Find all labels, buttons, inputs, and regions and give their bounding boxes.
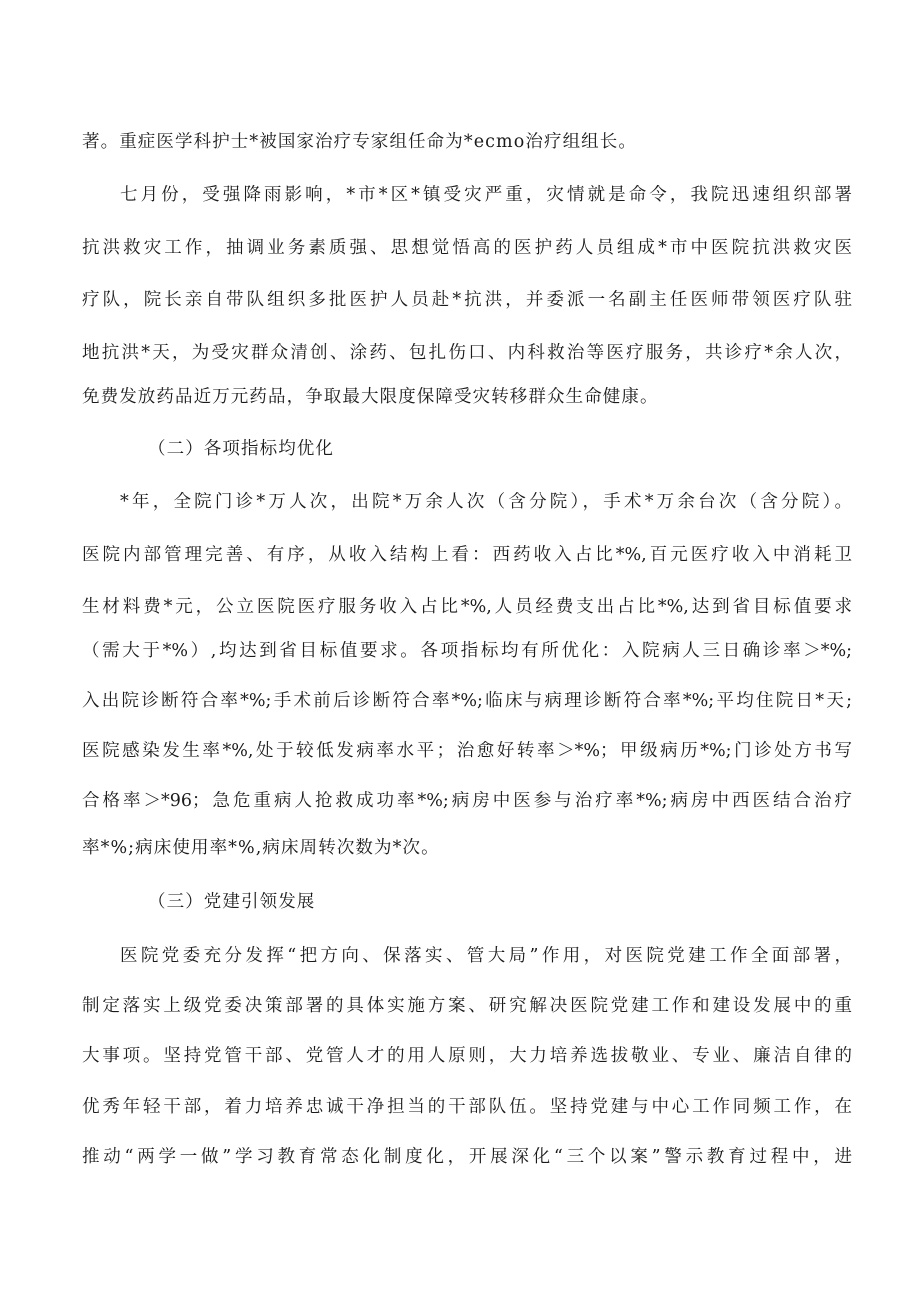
text-line-13: 医院感染发生率*%,处于较低发病率水平；治愈好转率＞*%；甲级病历*%;门诊处方书写 bbox=[82, 741, 852, 761]
text-line-12: 入出院诊断符合率*%;手术前后诊断符合率*%;临床与病理诊断符合率*%;平均住院日*天; bbox=[82, 691, 852, 711]
text-line-8: *年，全院门诊*万人次，出院*万余人次（含分院），手术*万余台次（含分院）。 bbox=[120, 492, 852, 512]
text-line-2: 七月份，受强降雨影响，*市*区*镇受灾严重，灾情就是命令，我院迅速组织部署 bbox=[120, 185, 852, 205]
text-line-17: 医院党委充分发挥“把方向、保落实、管大局”作用，对医院党建工作全面部署， bbox=[120, 946, 852, 966]
section-heading-3: （三）党建引领发展 bbox=[148, 892, 316, 912]
text-line-9: 医院内部管理完善、有序，从收入结构上看：西药收入占比*%,百元医疗收入中消耗卫 bbox=[82, 545, 852, 565]
text-line-5: 地抗洪*天，为受灾群众清创、涂药、包扎伤口、内科救治等医疗服务，共诊疗*余人次， bbox=[82, 343, 852, 363]
text-line-10: 生材料费*元，公立医院医疗服务收入占比*%,人员经费支出占比*%,达到省目标值要求 bbox=[82, 597, 852, 617]
text-line-3: 抗洪救灾工作，抽调业务素质强、思想觉悟高的医护药人员组成*市中医院抗洪救灾医 bbox=[82, 238, 852, 258]
text-line-14: 合格率＞*96；急危重病人抢救成功率*%;病房中医参与治疗率*%;病房中西医结合治疗 bbox=[82, 791, 852, 811]
text-line-4: 疗队，院长亲自带队组织多批医护人员赴*抗洪，并委派一名副主任医师带领医疗队驻 bbox=[82, 290, 852, 310]
text-line-20: 优秀年轻干部，着力培养忠诚干净担当的干部队伍。坚持党建与中心工作同频工作，在 bbox=[82, 1097, 852, 1117]
text-line-11: （需大于*%）,均达到省目标值要求。各项指标均有所优化：入院病人三日确诊率＞*%; bbox=[82, 641, 852, 661]
text-line-19: 大事项。坚持党管干部、党管人才的用人原则，大力培养选拔敬业、专业、廉洁自律的 bbox=[82, 1046, 852, 1066]
text-line-21: 推动“两学一做”学习教育常态化制度化，开展深化“三个以案”警示教育过程中，进 bbox=[82, 1147, 852, 1167]
text-line-1: 著。重症医学科护士*被国家治疗专家组任命为*ecmo治疗组组长。 bbox=[82, 132, 637, 152]
text-line-15: 率*%;病床使用率*%,病床周转次数为*次。 bbox=[82, 838, 440, 858]
text-line-6: 免费发放药品近万元药品，争取最大限度保障受灾转移群众生命健康。 bbox=[82, 387, 659, 407]
section-heading-2: （二）各项指标均优化 bbox=[148, 439, 334, 459]
text-line-18: 制定落实上级党委决策部署的具体实施方案、研究解决医院党建工作和建设发展中的重 bbox=[82, 996, 852, 1016]
